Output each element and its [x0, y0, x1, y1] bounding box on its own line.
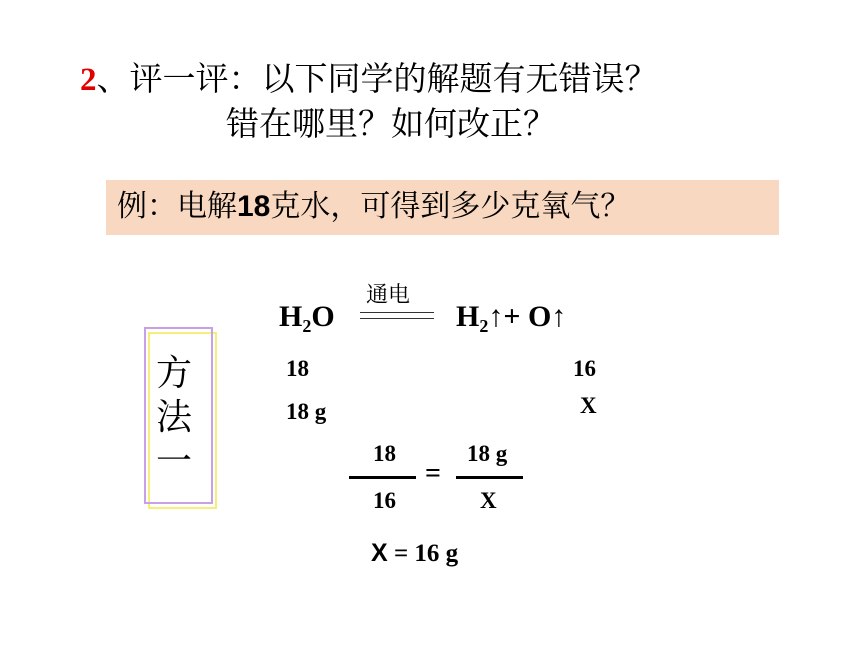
proportion-right-numerator: 18 g — [467, 441, 508, 466]
example-mass: 18 — [237, 190, 271, 223]
proportion-left-denominator: 16 — [373, 488, 396, 513]
fraction-bar-left — [349, 476, 416, 479]
example-suffix: 克水，可得到多少克氧气？ — [270, 189, 631, 224]
proportion-left-numerator: 18 — [373, 441, 396, 466]
proportion-right-denominator: X — [480, 488, 497, 513]
reactant-relative-mass: 18 — [286, 356, 309, 381]
equals-line-bottom — [360, 318, 434, 319]
reaction-condition: 通电 — [366, 283, 411, 308]
example-prefix: 例：电解 — [117, 189, 237, 224]
question-number: 2 — [80, 62, 97, 98]
reactant-actual-mass: 18 g — [286, 399, 327, 424]
equals-line-top — [360, 312, 434, 313]
result-variable: X — [371, 539, 388, 567]
products-formula: $H_2↑+$ O↑ — [456, 300, 567, 336]
question-line-2: 错在哪里？如何改正？ — [226, 104, 556, 143]
result-value: = 16 g — [387, 540, 459, 567]
proportion-equals: = — [425, 458, 441, 489]
method-label: 方法一 — [155, 353, 192, 482]
product-unknown: X — [580, 393, 597, 418]
question-text-1: 、评一评：以下同学的解题有无错误？ — [96, 59, 658, 98]
fraction-bar-right — [456, 476, 523, 479]
question-line-1 — [80, 58, 658, 101]
product-relative-mass: 16 — [573, 356, 596, 381]
example-text — [117, 186, 630, 228]
reactant-formula: $H_2O$ — [279, 300, 335, 336]
result-equation — [371, 538, 458, 569]
